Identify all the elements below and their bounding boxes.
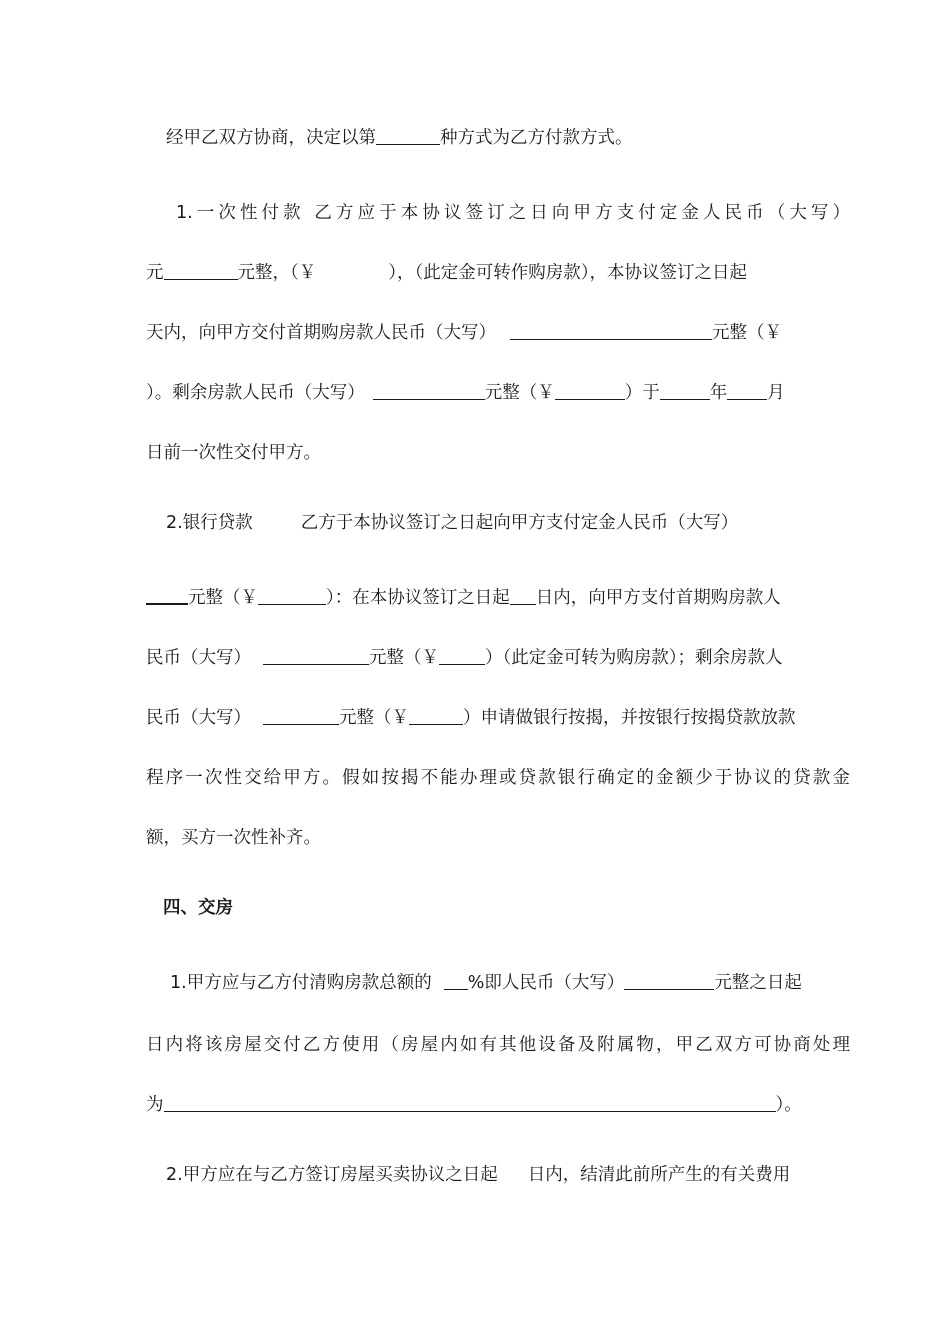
text: 经甲乙双方协商，决定以第 [166,128,376,148]
blank-bank-deposit-amount[interactable] [258,584,326,605]
text: 元整之日起 [714,973,802,993]
text: 四、交房 [163,898,233,918]
text: 乙方于本协议签订之日起向甲方支付定金人民币（大写） [300,513,739,533]
blank-remaining-amount[interactable] [555,379,625,400]
text: 元整（￥ [484,383,555,403]
handover-detail-line [146,1030,850,1060]
text: ）。剩余房款人民币（大写） [146,383,365,403]
text: ）（此定金可转为购房款）；剩余房款人 [485,648,783,668]
text: 民币（大写） [146,708,251,728]
text: 2.银行贷款 [166,513,253,533]
first-payment-line [146,318,850,348]
text: 元 [146,263,164,283]
bank-loan-heading-line [166,508,850,538]
text: 2.甲方应在与乙方签订房屋买卖协议之日起 [166,1165,498,1185]
mortgage-end-line [146,823,850,853]
blank-bank-deposit-words[interactable] [146,583,188,605]
text: 程序一次性交给甲方。假如按揭不能办理或贷款银行确定的金额少于协议的贷款金 [146,768,850,788]
text: 额，买方一次性补齐。 [146,828,321,848]
remaining-payment-line [146,378,850,408]
text: 日内，向甲方支付首期购房款人 [535,588,781,608]
blank-bank-remaining-words[interactable] [263,704,339,725]
text: 元整（￥ [712,323,782,343]
fees-line [166,1160,850,1190]
text: ）申请做银行按揭，并按银行按揭贷款放款 [463,708,796,728]
text: 日内将该房屋交付乙方使用（房屋内如有其他设备及附属物，甲乙双方可协商处理 [146,1035,850,1055]
text: 民币（大写） [146,648,251,668]
blank-deposit-words[interactable] [164,259,238,280]
text: 元整（￥ [369,648,439,668]
text: 元整，（￥ [237,263,317,283]
bank-deposit-line [146,583,850,613]
text: 元整（￥ [339,708,409,728]
blank-percent[interactable] [444,969,468,990]
text: 天内，向甲方交付首期购房款人民币（大写） [146,323,496,343]
text: 1.一次性付款 乙方应于本协议签订之日向甲方支付定金人民币（大写） [176,203,850,223]
text: ）。 [775,1095,802,1115]
blank-handling[interactable] [164,1091,776,1112]
handover-handling-line [146,1090,850,1120]
blank-bank-first-amount[interactable] [439,644,485,665]
text: 日内，结清此前所产生的有关费用 [527,1165,791,1185]
lump-sum-end-line [146,438,850,468]
deposit-line [146,258,850,288]
lump-sum-heading-line [176,198,850,228]
blank-bank-first-words[interactable] [263,644,369,665]
blank-year[interactable] [660,379,710,400]
text: %即人民币（大写） [467,973,625,993]
text: 日前一次性交付甲方。 [146,443,321,463]
text: ）于 [624,383,660,403]
text: 1.甲方应与乙方付清购房款总额的 [170,973,432,993]
bank-remaining-line [146,703,850,733]
text: ）：在本协议签订之日起 [326,588,510,608]
text: 年 [709,383,728,403]
handover-line [170,968,850,998]
payment-method-line [166,123,870,153]
blank-month[interactable] [727,379,767,400]
section-heading-handover [163,893,867,923]
blank-payment-method[interactable] [376,124,440,145]
mortgage-line [146,763,850,793]
text: 月 [767,383,785,403]
blank-days[interactable] [510,584,536,605]
blank-handover-words[interactable] [624,969,714,990]
text: 种方式为乙方付款方式。 [440,128,633,148]
blank-bank-remaining-amount[interactable] [409,704,463,725]
bank-first-payment-line [146,643,850,673]
text: ），（此定金可转作购房款），本协议签订之日起 [388,263,747,283]
blank-first-payment-words[interactable] [510,319,712,340]
text: 为 [146,1095,164,1115]
blank-remaining-words[interactable] [373,379,485,400]
text: 元整（￥ [188,588,258,608]
